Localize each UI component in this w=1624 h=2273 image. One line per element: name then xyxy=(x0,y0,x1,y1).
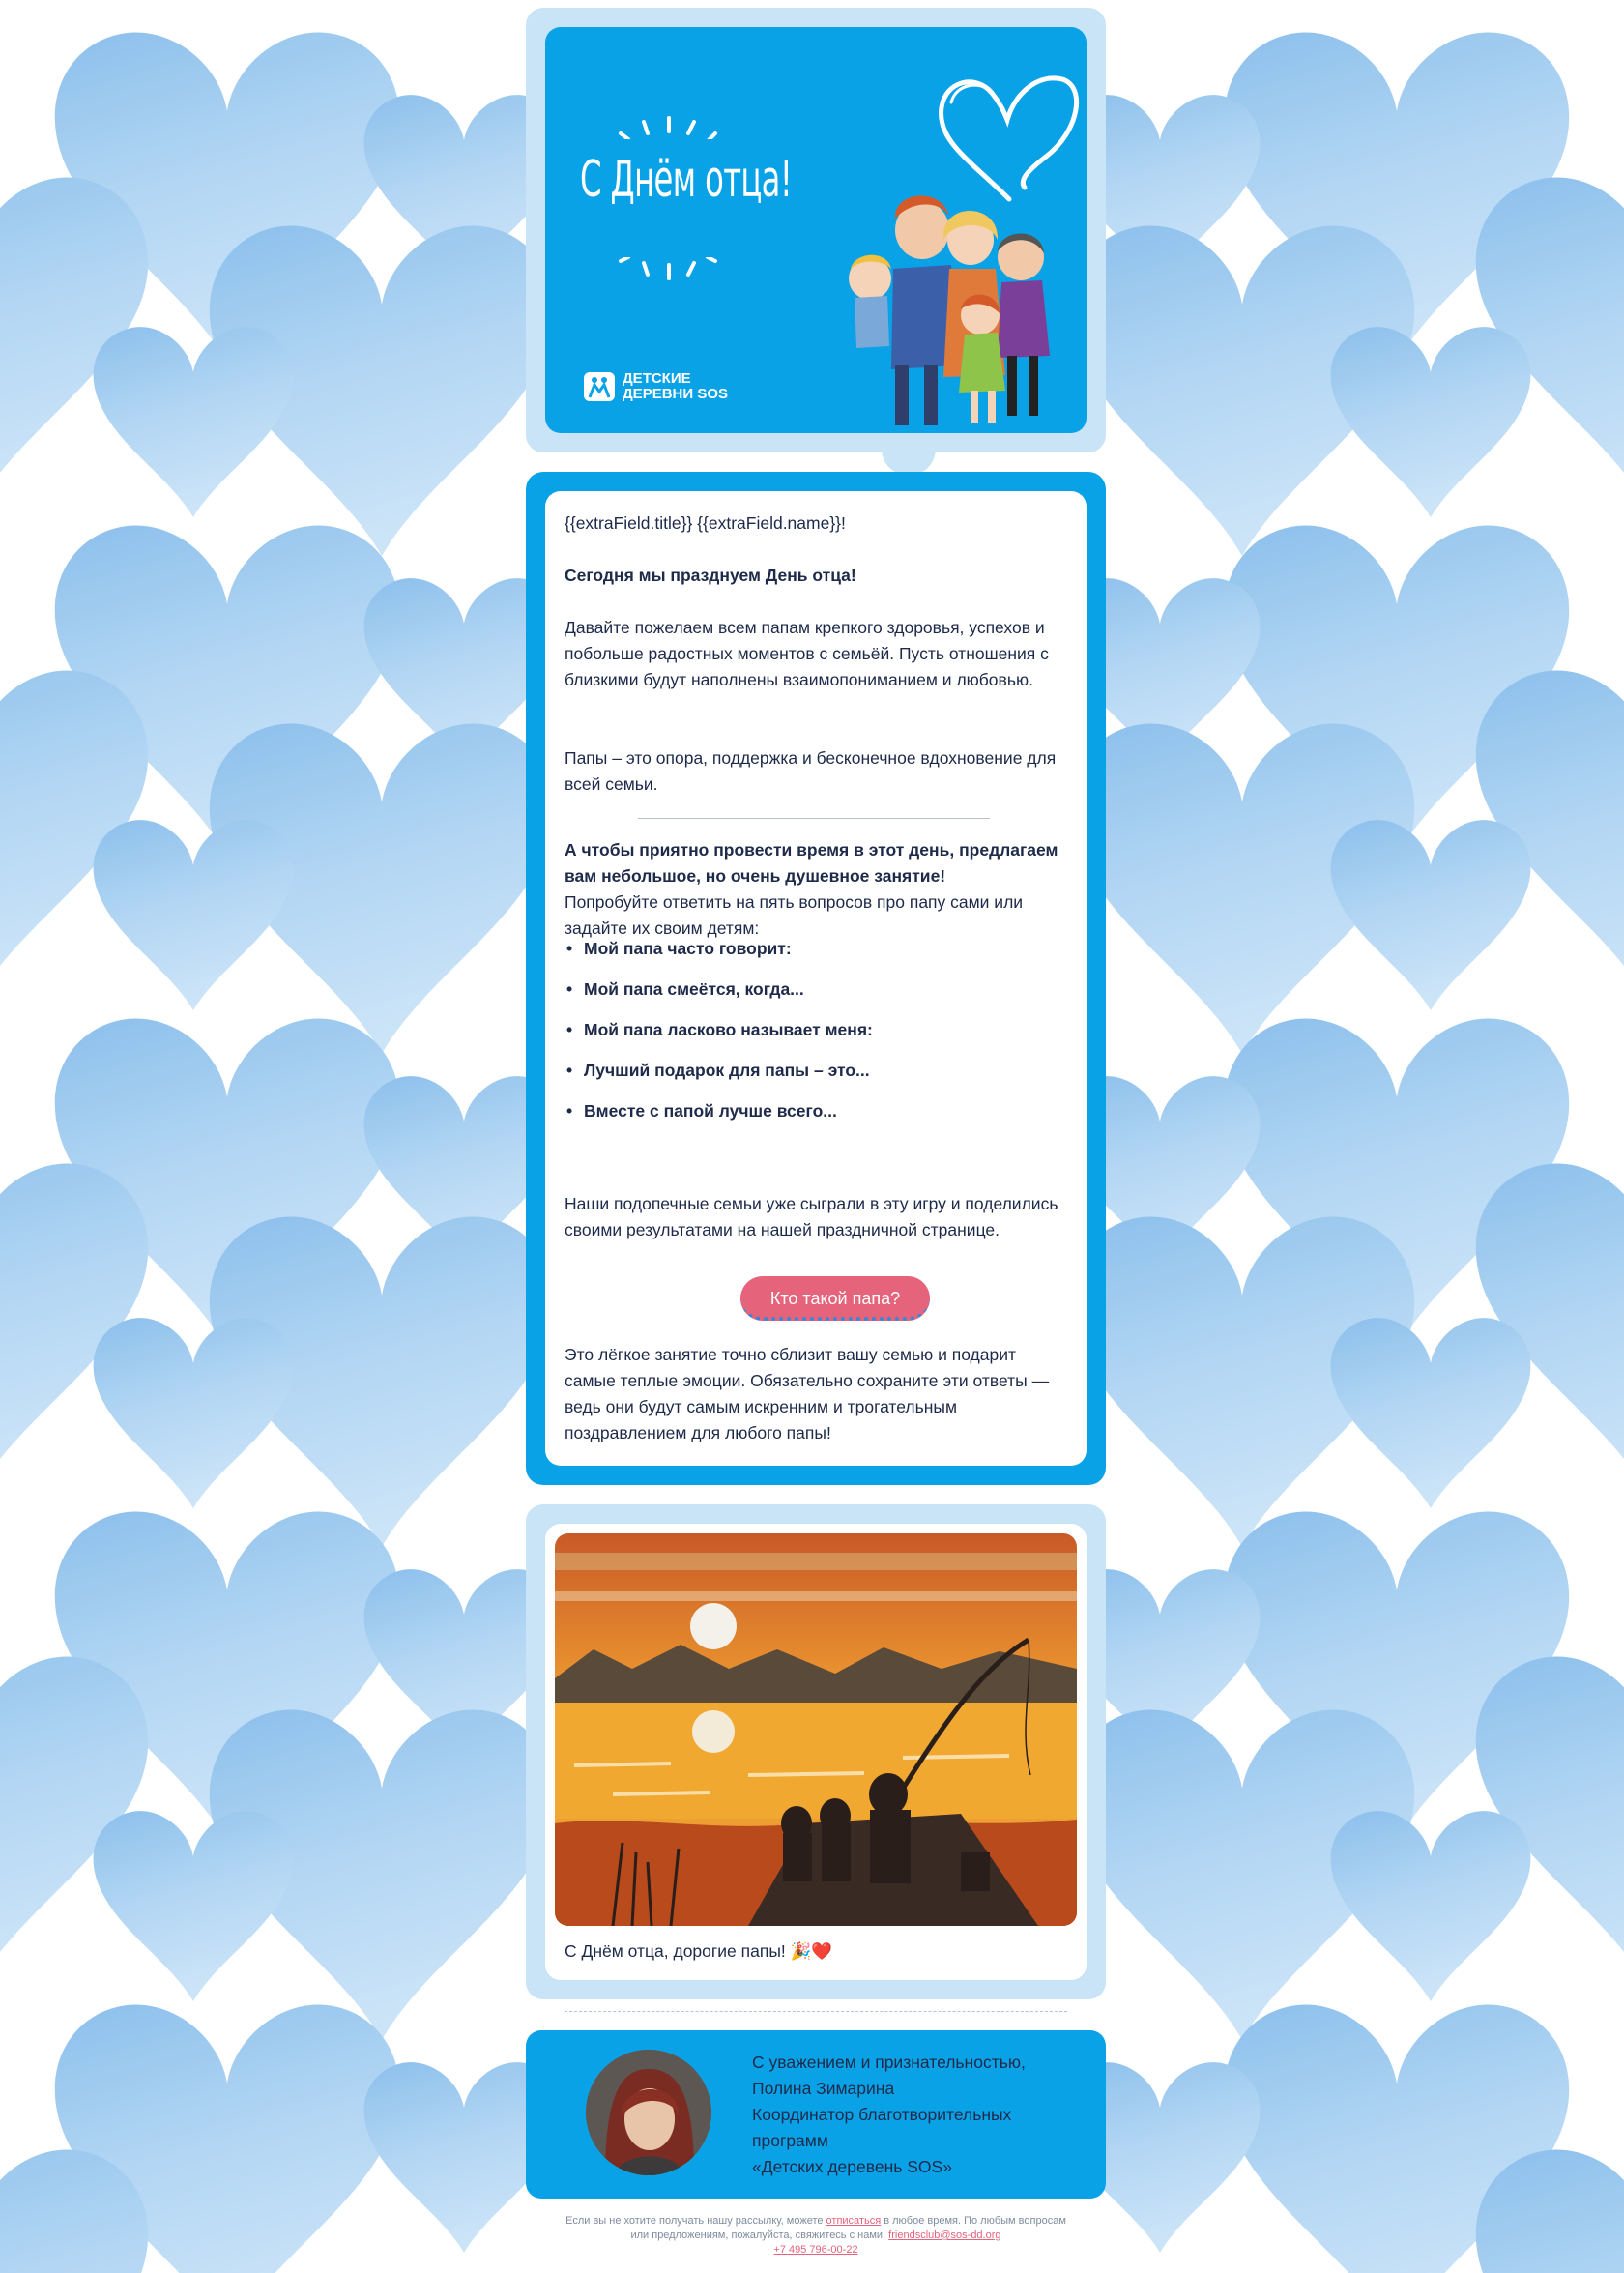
instructions: Попробуйте ответить на пять вопросов про папу сами или задайте их своим детям: xyxy=(565,892,1024,938)
signature-block xyxy=(526,2030,1106,2199)
painting-card xyxy=(545,1524,1087,1980)
letter-card xyxy=(545,491,1087,1466)
sparkle-bottom-icon xyxy=(613,257,719,296)
hero-banner xyxy=(545,27,1087,433)
sos-logo xyxy=(584,371,728,402)
family-illustration xyxy=(835,172,1067,433)
painting-caption: С Днём отца, дорогие папы! 🎉❤️ xyxy=(565,1941,833,1961)
who-is-dad-button[interactable]: Кто такой папа? xyxy=(740,1276,930,1321)
signature-name: Полина Зимарина xyxy=(752,2079,895,2098)
footer-text-1: Если вы не хотите получать нашу рассылку, можете xyxy=(566,2215,826,2227)
logo-line-1: ДЕТСКИЕ xyxy=(623,370,691,387)
question-item: • Лучший подарок для папы – это... xyxy=(584,1058,870,1084)
question-item: • Мой папа ласково называет меня: xyxy=(584,1017,873,1043)
sos-logo-icon xyxy=(584,372,615,401)
phone-link[interactable]: +7 495 796-00-22 xyxy=(773,2244,858,2256)
closing-paragraph: Это лёгкое занятие точно сблизит вашу семью и подарит самые теплые эмоции. Обязательно сохраните эти ответы — ведь они будут самым искренним и трогательным поздравлением для любого папы! xyxy=(565,1345,1050,1442)
unsubscribe-link[interactable]: отписаться xyxy=(826,2215,882,2227)
activity-intro: А чтобы приятно провести время в этот день, предлагаем вам небольшое, но очень душевное занятие! xyxy=(565,840,1058,886)
signature-org: «Детских деревень SOS» xyxy=(752,2157,952,2176)
signature-regards: С уважением и признательностью, xyxy=(752,2053,1026,2072)
question-item: • Мой папа смеётся, когда... xyxy=(584,976,804,1003)
wishes-paragraph: Давайте пожелаем всем папам крепкого здоровья, успехов и побольше радостных моментов с семьёй. Пусть отношения с близкими будут наполнены взаимопониманием и любовью. xyxy=(565,618,1049,689)
families-note: Наши подопечные семьи уже сыграли в эту игру и поделились своими результатами на нашей праздничной странице. xyxy=(565,1194,1058,1239)
logo-line-2: ДЕРЕВНИ SOS xyxy=(623,386,728,402)
sparkle-top-icon xyxy=(613,91,719,139)
divider xyxy=(638,818,990,819)
headline: Сегодня мы празднуем День отца! xyxy=(565,566,856,585)
signature-role-2: программ xyxy=(752,2131,828,2150)
footer xyxy=(565,2214,1067,2258)
question-item: • Мой папа часто говорит: xyxy=(584,936,792,962)
hero-title: С Днём отца! xyxy=(580,151,793,209)
sunset-painting xyxy=(555,1533,1077,1926)
avatar xyxy=(586,2050,711,2175)
signature-role-1: Координатор благотворительных xyxy=(752,2105,1012,2124)
section-divider xyxy=(565,2011,1067,2012)
footer-text-2: в любое время. По любым вопросам или предложениям, пожалуйста, свяжитесь с нами: xyxy=(630,2215,1066,2241)
greeting: {{extraField.title}} {{extraField.name}}! xyxy=(565,513,846,533)
question-item: • Вместе с папой лучше всего... xyxy=(584,1098,837,1124)
email-link[interactable]: friendsclub@sos-dd.org xyxy=(888,2229,1001,2241)
dads-paragraph: Папы – это опора, поддержка и бесконечное вдохновение для всей семьи. xyxy=(565,748,1057,794)
